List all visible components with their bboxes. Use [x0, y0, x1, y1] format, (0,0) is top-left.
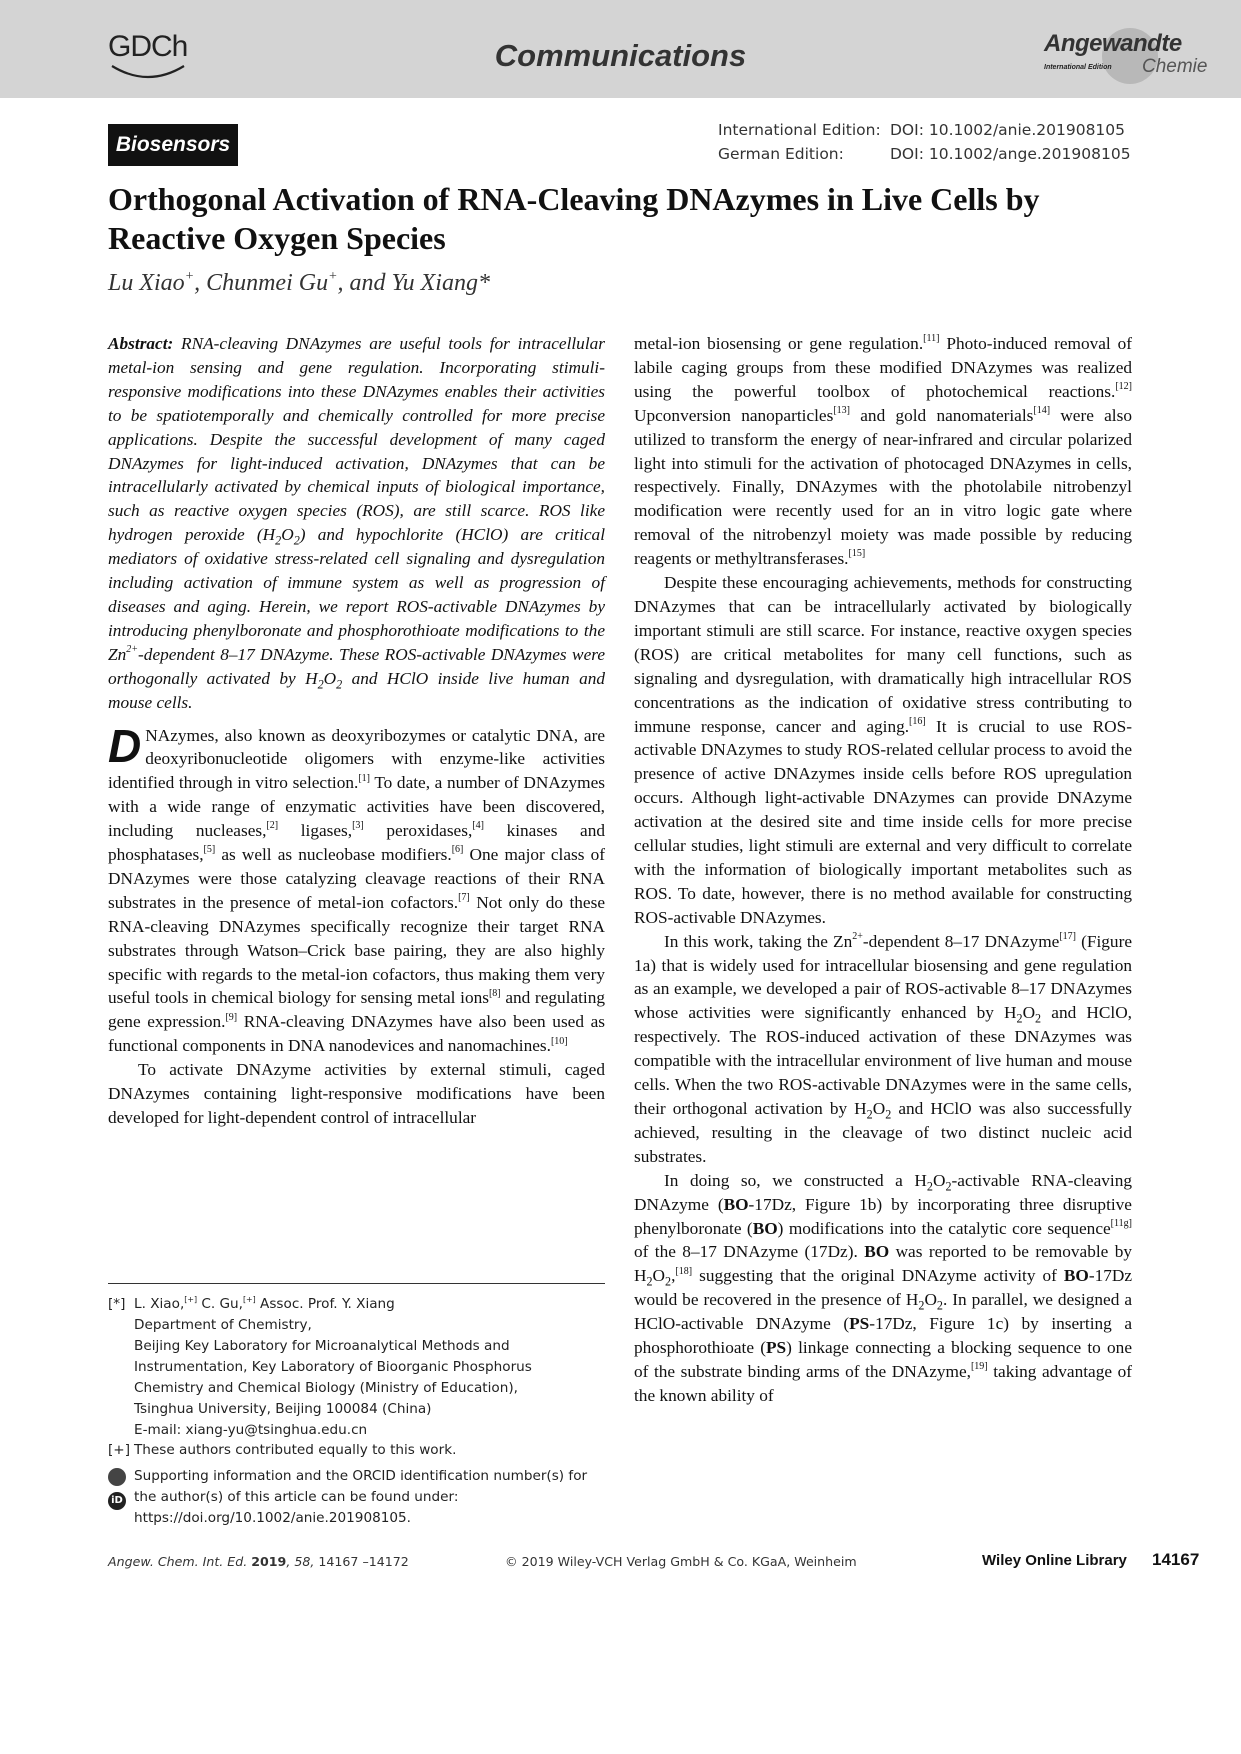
text-run: (Figure 1a) that is widely used for intracellular biosensing and gene regulation as an example, we developed a pair of ROS-activable 8–17 DNAzymes whose activities were significantly enhanced by H: [634, 931, 1132, 1023]
doi-label: International Edition:: [718, 121, 881, 139]
subscript: 2: [293, 533, 300, 548]
citation-link[interactable]: [12]: [1115, 381, 1132, 393]
bold-term: BO: [864, 1242, 890, 1262]
equal-contribution-footnote: [108, 1440, 608, 1461]
supporting-info-link[interactable]: Supporting information and the ORCID identification number(s) for the author(s) of this article can be found under: https://doi.org/10.1002/anie.201908105.: [134, 1468, 588, 1526]
text-run: ) linkage connecting a blocking sequence to one of the substrate binding arms of the DNAzyme,: [634, 1338, 1132, 1381]
logo-subtitle: Chemie: [1142, 56, 1208, 77]
text-run: ) modifications into the catalytic core sequence: [777, 1218, 1111, 1238]
body-paragraph: [634, 930, 1132, 1169]
text-run: L. Xiao,: [134, 1296, 185, 1312]
citation-link[interactable]: [9]: [225, 1011, 238, 1023]
article-title: Orthogonal Activation of RNA-Cleaving DNAzymes in Live Cells by Reactive Oxygen Species: [108, 181, 1040, 256]
footnote-line: Chemistry and Chemical Biology (Ministry of Education),: [134, 1380, 518, 1396]
citation-link[interactable]: [19]: [970, 1361, 988, 1373]
angewandte-logo: [1044, 26, 1208, 80]
left-column: [108, 332, 605, 1130]
text-run: O: [323, 668, 337, 688]
text-run: Upconversion nanoparticles: [634, 405, 834, 425]
text-run: -17Dz would be recovered in the presence of H: [634, 1266, 1132, 1310]
text-run: O: [924, 1290, 937, 1310]
journal-pages: 14167 –14172: [318, 1554, 409, 1569]
citation-link[interactable]: [16]: [909, 715, 926, 727]
subscript: 2: [926, 1179, 933, 1194]
text-run: O: [932, 1170, 946, 1190]
text-run: and HClO inside live human and mouse cells.: [108, 668, 605, 712]
author-mark: +: [328, 268, 338, 284]
supporting-info-footnote: [108, 1466, 608, 1529]
drop-cap: D: [108, 719, 142, 772]
citation-link[interactable]: [1]: [358, 772, 370, 784]
subscript: 2: [317, 677, 324, 692]
text-run: O: [281, 525, 294, 545]
subscript: 2: [1035, 1011, 1042, 1026]
text-run: ,: [671, 1266, 676, 1286]
author-separator: , and: [337, 270, 392, 296]
text-run: ) and hypochlorite (HClO) are critical mediators of oxidative stress-related cell signaling and dysregulation including activation of immune system as well as progression of diseases and aging. Herein, we report ROS-activable DNAzymes by introducing phenylboronate and phosphorothioate modifications to the Zn: [108, 525, 605, 664]
citation-link[interactable]: [6]: [451, 844, 464, 856]
body-paragraph: [634, 332, 1132, 571]
footnote-mark: [+]: [108, 1442, 130, 1458]
affiliation-footnote: [108, 1294, 608, 1441]
supporting-info-icon: [108, 1468, 126, 1486]
author-separator: ,: [194, 270, 207, 296]
citation-link[interactable]: [5]: [203, 844, 216, 856]
bold-term: BO: [752, 1218, 778, 1238]
si-icons: [108, 1468, 128, 1512]
subscript: 2: [945, 1179, 952, 1194]
subscript: 2: [275, 533, 282, 548]
text-run: Assoc. Prof. Y. Xiang: [255, 1296, 395, 1312]
text-run: O: [872, 1099, 886, 1118]
footnote-rule: [108, 1283, 605, 1284]
author-mark: +: [184, 268, 195, 284]
journal-header: [0, 0, 1241, 98]
text-run: Not only do these RNA-cleaving DNAzymes specifically recognize their target RNA substrates through Watson–Crick base pairing, they are also highly specific with regards to the metal-ion cofactors, thus making them very useful tools in chemical biology for sensing metal ions: [108, 892, 605, 1008]
text-run: and gold nanomaterials: [850, 405, 1034, 425]
subscript: 2: [665, 1274, 672, 1289]
subscript: 2: [1016, 1011, 1023, 1026]
author-name[interactable]: Lu Xiao: [108, 270, 185, 296]
subscript: 2: [885, 1107, 892, 1122]
citation-link[interactable]: [11g]: [1110, 1217, 1132, 1229]
text-run: and regulating gene expression.: [108, 988, 605, 1032]
body-paragraph: [108, 719, 606, 1059]
text-run: metal-ion biosensing or gene regulation.: [634, 334, 924, 353]
superscript: [+]: [242, 1294, 256, 1304]
text-run: -17Dz, Figure 1c) by inserting a phosphorothioate (: [634, 1314, 1132, 1358]
text-run: . In parallel, we designed a HClO-activable DNAzyme (: [634, 1290, 1132, 1334]
abstract-label: Abstract:: [108, 334, 174, 353]
citation-link[interactable]: [17]: [1059, 930, 1077, 942]
text-run: -dependent 8–17 DNAzyme. These ROS-activable DNAzymes were orthogonally activated by H: [108, 644, 605, 688]
author-name[interactable]: Yu Xiang*: [391, 270, 490, 296]
text-run: and HClO was also successfully achieved, resulting in the cleavage of two distinct nucleic acid substrates.: [634, 1099, 1132, 1166]
body-paragraph: [634, 571, 1132, 930]
footnote-line: [134, 1294, 608, 1315]
citation-link[interactable]: [18]: [675, 1265, 693, 1277]
subscript: 2: [336, 677, 343, 692]
text-run: NAzymes, also known as deoxyribozymes or catalytic DNA, are deoxyribonucleotide oligomers with enzyme-like activities identified through in vitro selection.: [108, 725, 605, 793]
article-category-tag: Biosensors: [108, 124, 238, 166]
abstract: [108, 332, 605, 715]
text-run: was reported to be removable by H: [634, 1242, 1132, 1286]
text-run: One major class of DNAzymes were those catalyzing cleavage reactions of their RNA substrates in the presence of metal-ion cofactors.: [108, 845, 606, 912]
copyright-notice: © 2019 Wiley-VCH Verlag GmbH & Co. KGaA, Weinheim: [505, 1554, 857, 1569]
superscript: 2+: [126, 644, 139, 656]
doi-link[interactable]: DOI: 10.1002/anie.201908105: [890, 121, 1126, 139]
subscript: 2: [936, 1298, 943, 1313]
footnote-mark: [*]: [108, 1296, 126, 1312]
bold-term: BO: [723, 1194, 749, 1214]
citation-link[interactable]: [7]: [458, 892, 470, 904]
text-run: were also utilized to transform the energy of near-infrared and circular polarized light into stimuli for the activation of photocaged DNAzymes in cells, respectively. Finally, DNAzymes with the photolabile nitrobenzyl modification were recently used for an in vitro logic gate where removal of the nitrobenzyl moiety was made possible by reducing reagents or methyltransferases.: [634, 405, 1132, 569]
text-run: RNA-cleaving DNAzymes have also been used as functional components in DNA nanodevices and nanomachines.: [108, 1012, 605, 1056]
footnote-line: Instrumentation, Key Laboratory of Bioorganic Phosphorus: [134, 1359, 532, 1375]
text-run: -dependent 8–17 DNAzyme: [862, 931, 1060, 951]
citation-link[interactable]: [13]: [833, 404, 851, 416]
logo-title: Angewandte: [1044, 30, 1182, 57]
text-run: -activable RNA-cleaving DNAzyme (: [634, 1170, 1132, 1214]
text-run: In doing so, we constructed a H: [664, 1170, 927, 1190]
subscript: 2: [866, 1107, 873, 1122]
citation-link[interactable]: [11]: [923, 333, 940, 345]
gdch-logo-text: GDCh: [108, 30, 188, 63]
footnote-text: These authors contributed equally to this work.: [134, 1442, 457, 1458]
doi-label: German Edition:: [718, 145, 844, 163]
text-run: kinases and phosphatases,: [108, 821, 605, 865]
text-run: C. Gu,: [197, 1296, 243, 1312]
affiliation-text: [134, 1294, 608, 1441]
logo-edition: International Edition: [1044, 64, 1112, 71]
citation-link[interactable]: [4]: [472, 820, 484, 832]
page-number: 14167: [1152, 1550, 1200, 1569]
citation-link[interactable]: [14]: [1033, 404, 1051, 416]
text-run: O: [1022, 1003, 1036, 1023]
footnote-line: Department of Chemistry,: [134, 1317, 312, 1333]
text-run: Photo-induced removal of labile caging groups from these modified DNAzymes was realized using the powerful toolbox of photochemical reactions.: [634, 334, 1132, 401]
journal-year: 2019: [251, 1554, 287, 1569]
subscript: 2: [646, 1274, 653, 1289]
text-run: peroxidases,: [363, 821, 473, 841]
citation-link[interactable]: [8]: [488, 987, 501, 999]
author-list: [108, 270, 490, 297]
citation-link[interactable]: [3]: [352, 820, 364, 832]
text-run: suggesting that the original DNAzyme activity of: [692, 1266, 1064, 1286]
bold-term: PS: [765, 1338, 787, 1358]
body-paragraph: To activate DNAzyme activities by external stimuli, caged DNAzymes containing light-responsive modifications have been developed for light-dependent control of intracellular: [108, 1060, 605, 1127]
orcid-icon: iD: [108, 1492, 126, 1510]
journal-name: Angew. Chem. Int. Ed.: [108, 1554, 248, 1569]
doi-link[interactable]: DOI: 10.1002/ange.201908105: [890, 145, 1131, 163]
footnote-line: Tsinghua University, Beijing 100084 (China): [134, 1401, 432, 1417]
text-run: It is crucial to use ROS-activable DNAzymes to study ROS-related cellular process to avoid the presence of active DNAzymes inside cells before ROS upregulation occurs. Although light-activable DNAzymes can provide DNAzyme activation at the desired site and time inside cells for more precise cellular studies, light stimuli are external and very difficult to correlate with the information of biologically important metabolites such as ROS. To date, however, there is no method available for constructing ROS-activable DNAzymes.: [634, 716, 1132, 927]
doi-row: [718, 142, 1131, 166]
text-run: and HClO, respectively. The ROS-induced activation of these DNAzymes was compatible with the intracellular environment of live human and mouse cells. When the two ROS-activable DNAzymes were in the same cells, their orthogonal activation by H: [634, 1003, 1132, 1118]
text-run: taking advantage of the known ability of: [634, 1361, 1132, 1405]
text-run: of the 8–17 DNAzyme (17Dz).: [634, 1242, 865, 1262]
text-run: Despite these encouraging achievements, methods for constructing DNAzymes that can be intracellularly activated by biologically important stimuli are still scarce. For instance, reactive oxygen species (ROS) are critical metabolites for many cell functions, such as signaling and dysregulation, with dramatically high intracellular ROS concentrations as the indication of oxidative stress contributing to immune response, cancer and aging.: [634, 573, 1132, 736]
text-run: In this work, taking the Zn: [664, 931, 853, 951]
text-run: To date, a number of DNAzymes with a wide range of enzymatic activities have been discovered, including nucleases,: [108, 773, 605, 841]
wiley-online-library-link[interactable]: Wiley Online Library: [982, 1552, 1127, 1569]
doi-block: [718, 118, 1131, 166]
journal-volume: 58: [294, 1554, 311, 1569]
text-run: RNA-cleaving DNAzymes are useful tools for intracellular metal-ion sensing and gene regulation. Incorporating stimuli-responsive modifications into these DNAzymes enables their activities to be spatiotemporally and chemically controlled for more precise applications. Despite the successful development of many caged DNAzymes for light-induced activation, DNAzymes that can be intracellularly activated by chemical inputs of biological importance, such as reactive oxygen species (ROS), are still scarce. ROS like hydrogen peroxide (H: [108, 334, 605, 545]
citation-link[interactable]: [10]: [550, 1035, 568, 1047]
email-link[interactable]: E-mail: xiang-yu@tsinghua.edu.cn: [134, 1422, 368, 1438]
footnote-line: Beijing Key Laboratory for Microanalytical Methods and: [134, 1338, 510, 1354]
subscript: 2: [918, 1298, 925, 1313]
section-label: Communications: [494, 38, 747, 73]
text-run: -17Dz, Figure 1b) by incorporating three disruptive phenylboronate (: [634, 1194, 1132, 1238]
citation-link[interactable]: [2]: [266, 820, 279, 832]
bold-term: PS: [849, 1314, 870, 1334]
body-paragraph: [634, 1169, 1132, 1408]
text-run: as well as nucleobase modifiers.: [215, 845, 452, 865]
journal-citation: Angew. Chem. Int. Ed. 2019, 58, 14167 –14172: [108, 1554, 409, 1569]
right-column: [634, 332, 1132, 1408]
author-name[interactable]: Chunmei Gu: [206, 270, 329, 296]
text-run: ligases,: [278, 821, 353, 841]
superscript: [+]: [184, 1294, 198, 1304]
text-run: O: [652, 1266, 666, 1286]
doi-row: [718, 118, 1131, 142]
superscript: 2+: [852, 930, 863, 942]
bold-term: BO: [1063, 1266, 1089, 1286]
citation-link[interactable]: [15]: [848, 548, 866, 560]
